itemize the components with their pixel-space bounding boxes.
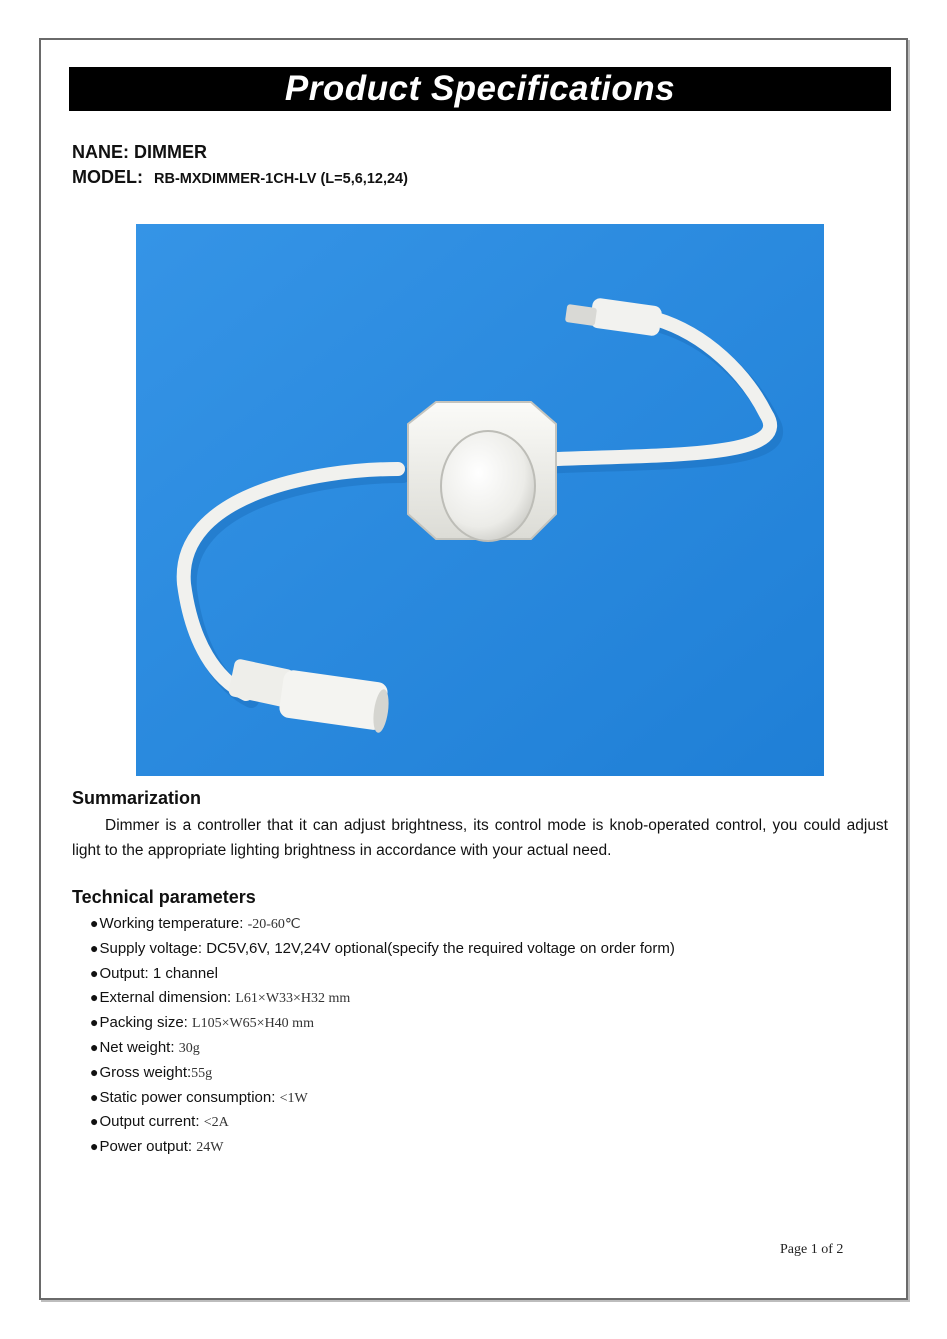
product-name xyxy=(72,142,207,163)
param-label: Static power consumption: xyxy=(99,1088,276,1106)
param-value: 55g xyxy=(191,1065,213,1081)
list-item xyxy=(90,936,675,961)
bullet-icon: ● xyxy=(90,1088,99,1105)
param-label: Supply voltage: xyxy=(99,939,203,957)
list-item xyxy=(90,1109,675,1134)
param-label: External dimension: xyxy=(99,989,232,1007)
param-value: 1 channel xyxy=(152,964,218,982)
bullet-icon: ● xyxy=(90,915,99,931)
list-item xyxy=(90,1134,675,1159)
bullet-icon: ● xyxy=(90,1113,99,1130)
product-photo xyxy=(136,224,824,776)
summarization-text: Dimmer is a controller that it can adjust brightness, its control mode is knob-operated control, you could adjust light to the appropriate lighting brightness in accordance with your actual need. xyxy=(72,817,888,859)
model-label: MODEL: xyxy=(72,167,143,187)
bullet-icon: ● xyxy=(90,1038,99,1055)
summarization-heading: Summarization xyxy=(72,788,202,808)
param-label: Output: xyxy=(99,964,149,982)
name-label: NANE: xyxy=(72,142,129,162)
param-label: Packing size: xyxy=(99,1014,188,1032)
param-label: Output current: xyxy=(99,1113,200,1131)
param-value: 30g xyxy=(178,1040,200,1056)
param-value: <1W xyxy=(279,1090,308,1106)
bullet-icon: ● xyxy=(90,1063,99,1080)
bullet-icon: ● xyxy=(90,1014,99,1031)
param-value: -20-60℃ xyxy=(247,917,301,932)
param-value: DC5V,6V, 12V,24V optional(specify the required voltage on order form) xyxy=(206,939,675,957)
param-value: 24W xyxy=(196,1140,224,1156)
list-item xyxy=(90,911,675,936)
list-item xyxy=(90,1010,675,1035)
param-value: <2A xyxy=(203,1115,229,1131)
page-number: Page 1 of 2 xyxy=(780,1242,844,1257)
bullet-icon: ● xyxy=(90,939,99,956)
list-item xyxy=(90,1060,675,1085)
list-item xyxy=(90,985,675,1010)
technical-parameter-list xyxy=(90,911,675,1159)
product-model xyxy=(72,167,408,188)
technical-heading: Technical parameters xyxy=(72,887,256,907)
param-value: L61×W33×H32 mm xyxy=(235,991,351,1007)
param-label: Power output: xyxy=(99,1138,193,1156)
bullet-icon: ● xyxy=(90,964,99,981)
bullet-icon: ● xyxy=(90,989,99,1006)
param-value: L105×W65×H40 mm xyxy=(192,1016,314,1032)
model-value: RB-MXDIMMER-1CH-LV (L=5,6,12,24) xyxy=(154,171,408,187)
page-title: Product Specifications xyxy=(69,67,891,111)
bullet-icon: ● xyxy=(90,1138,99,1155)
param-label: Net weight: xyxy=(99,1038,175,1056)
list-item xyxy=(90,1035,675,1060)
list-item xyxy=(90,961,675,986)
list-item xyxy=(90,1085,675,1110)
name-value: DIMMER xyxy=(134,142,208,162)
param-label: Gross weight: xyxy=(99,1063,192,1081)
param-label: Working temperature: xyxy=(99,915,244,932)
